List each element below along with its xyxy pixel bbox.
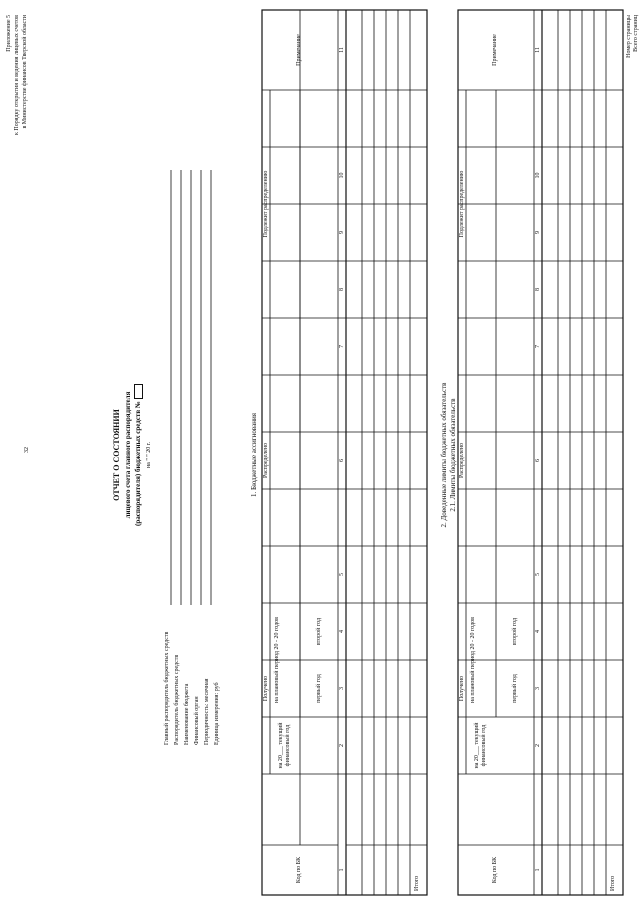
s1-col-num-2: 2 [339, 744, 345, 747]
appendix-line1: Приложение 5 [6, 15, 12, 52]
s1-col-num-8: 8 [339, 288, 345, 291]
s1-second-year: второй год [316, 617, 322, 646]
section2-title: 2. Доведенные лимиты бюджетных обязательств [440, 382, 448, 528]
info-label-unit: Единица измерения: руб [214, 682, 220, 745]
info-label-gr: Главный распорядитель бюджетных средств [164, 631, 170, 745]
s2-plan-period: на плановый период 20 - 20 годов [470, 617, 476, 704]
s1-note: Примечание [296, 34, 302, 66]
s2-col-num-7: 7 [535, 345, 541, 348]
s2-col-num-6: 6 [535, 459, 541, 462]
s1-col-num-11: 11 [339, 47, 345, 53]
s1-col-num-6: 6 [339, 459, 345, 462]
s1-received: Получено [263, 675, 269, 702]
s2-col-num-4: 4 [535, 630, 541, 633]
s2-col-num-8: 8 [535, 288, 541, 291]
section1-title: 1. Бюджетные ассигнования [250, 413, 258, 497]
s2-cur-year: на 20___ текущий финансовый год [474, 722, 487, 769]
info-label-budget: Наименование бюджета [184, 683, 190, 745]
s2-col-num-5: 5 [535, 573, 541, 576]
report-subtitle1: лицевого счета главного распорядителя [124, 391, 132, 519]
s2-total: Итого [610, 875, 616, 891]
s2-col-num-9: 9 [535, 231, 541, 234]
info-label-fin: Финансовый орган [194, 696, 200, 745]
s1-col-num-9: 9 [339, 231, 345, 234]
s1-col-num-1: 1 [339, 868, 345, 872]
s1-to-distribute: Подлежит распределению [263, 170, 269, 238]
info-label-period: Периодичность: месячная [204, 678, 210, 745]
report-title: ОТЧЕТ О СОСТОЯНИИ [112, 409, 121, 501]
report-subtitle2: (распорядителя) бюджетных средств № [134, 305, 143, 605]
footer-page-no: Номер страницы [626, 15, 632, 58]
s2-col-num-2: 2 [535, 744, 541, 747]
s1-distributed: Распределено [263, 442, 269, 479]
report-date: на " " 20 г. [146, 441, 152, 469]
s2-received: Получено [459, 675, 465, 702]
s1-plan-period: на плановый период 20 - 20 годов [274, 617, 280, 704]
s1-col-num-7: 7 [339, 345, 345, 348]
s2-second-year: второй год [512, 617, 518, 646]
s2-col-kbk: Код по БК [492, 856, 498, 884]
s2-distributed: Распределено [459, 442, 465, 479]
s2-first-year: первый год [512, 674, 518, 703]
s2-col-num-10: 10 [535, 172, 541, 179]
s1-total: Итого [414, 875, 420, 891]
s2-col-num-1: 1 [535, 868, 541, 872]
footer-total-pages: Всего страниц [633, 15, 639, 52]
section2-subtitle: 2.1. Лимиты бюджетных обязательств [449, 398, 457, 512]
s1-col-num-10: 10 [339, 172, 345, 179]
s1-col-num-4: 4 [339, 630, 345, 633]
info-label-r: Распорядитель бюджетных средств [174, 654, 180, 745]
appendix-line3: в Министерстве финансов Тверской области [22, 15, 28, 129]
s1-first-year: первый год [316, 674, 322, 703]
s2-to-distribute: Подлежит распределению [459, 170, 465, 238]
page-number: 32 [24, 447, 30, 453]
s2-col-num-11: 11 [535, 47, 541, 53]
s1-cur-year: на 20___ текущий финансовый год [278, 722, 291, 769]
s1-col-num-3: 3 [339, 687, 345, 690]
s2-col-num-3: 3 [535, 687, 541, 690]
s2-note: Примечание [492, 34, 498, 66]
appendix-line2: к Порядку открытия и ведения лицевых счетов [14, 15, 20, 136]
s1-col-num-5: 5 [339, 573, 345, 576]
s1-col-kbk: Код по БК [296, 856, 302, 884]
